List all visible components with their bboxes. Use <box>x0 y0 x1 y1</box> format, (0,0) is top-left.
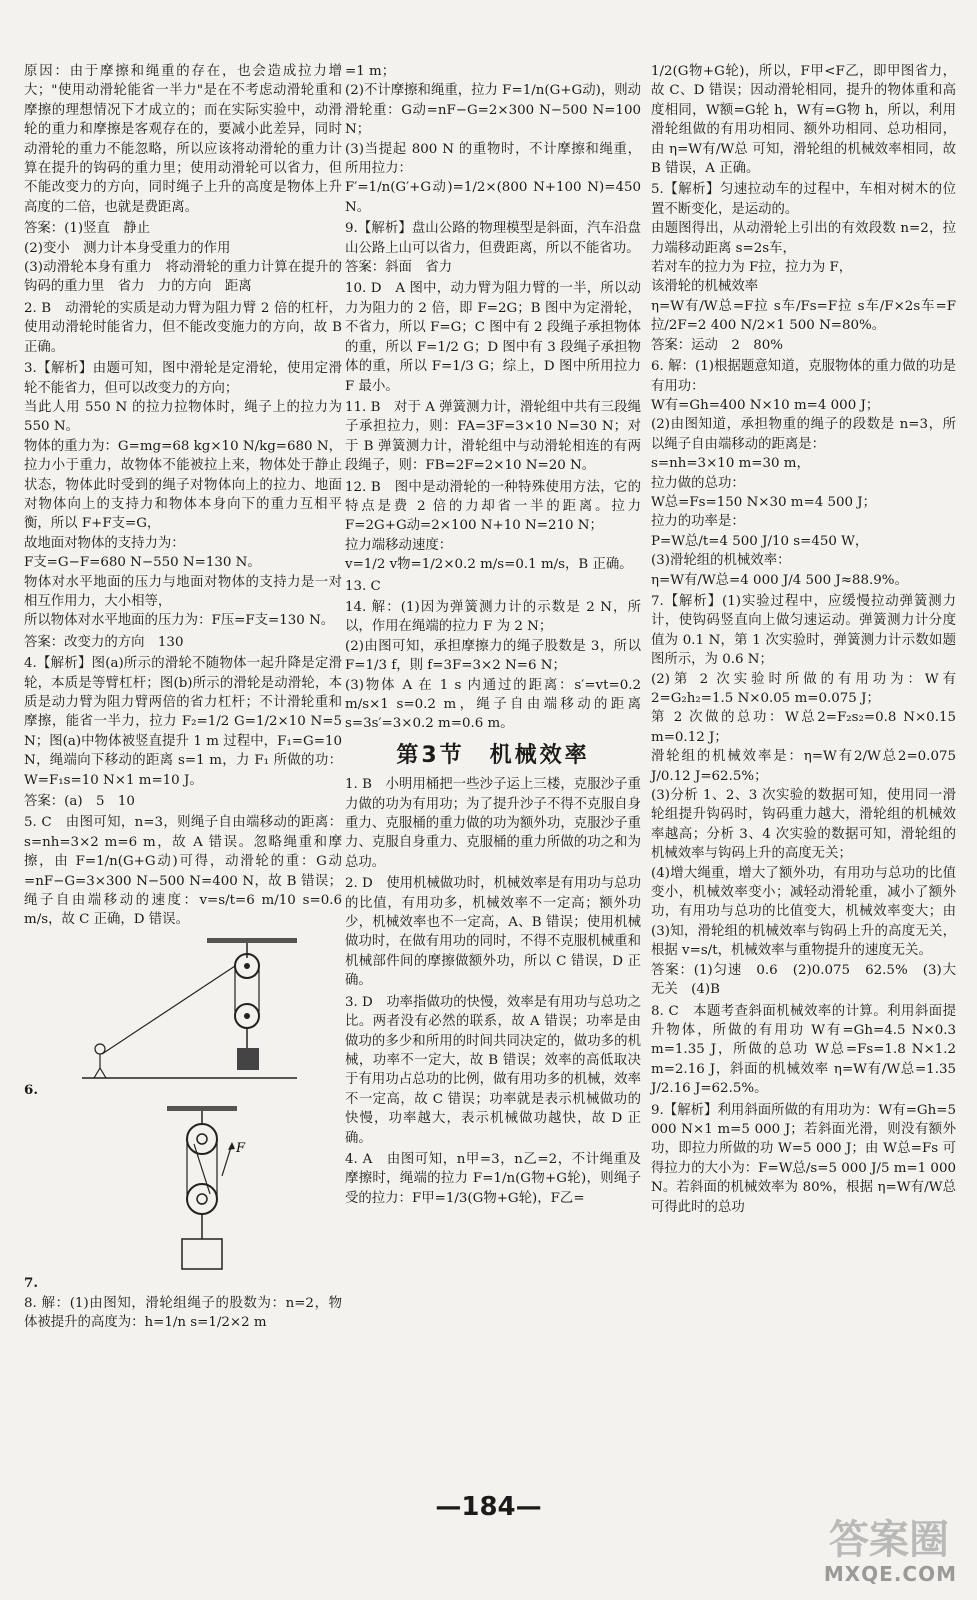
pulley-diagram-7 <box>82 1104 312 1279</box>
answer-block: 3.【解析】由题可知，图中滑轮是定滑轮，使用定滑轮不能省力，但可以改变力的方向； 当此人用 550 N 的拉力拉物体时，绳子上的拉力为 550 N。 物体的重力为：G=mg=68 kg×10 N/kg=680 N，拉力小于重力，故物体不能被拉上来，物体处于静止状态，物体此时受到的绳子对物体向上的拉力、地面对物体向上的支持力和物体本身向下的重力互相平衡，所以 F+F支=G， 故地面对物体的支持力为： F支=G−F=680 N−550 N=130 N。 物体对水平地面的压力与地面对物体的支持力是一对相互作用力，大小相等， 所以物体对水平地面的压力为：F压=F支=130 N。 <box>24 361 342 629</box>
answer-block: 8. 解：(1)由图知，滑轮组绳子的股数为：n=2，物体被提升的高度为：h=1/n s=1/2×2 m <box>24 1295 342 1331</box>
answer-block: 答案：(a) 5 10 <box>24 794 135 810</box>
figure-number: 6. <box>24 1081 38 1098</box>
answer-block: 答案：改变力的方向 130 <box>24 634 184 650</box>
answer-block: =1 m； (2)不计摩擦和绳重，拉力 F=1/n(G+G动)，则动滑轮重：G动=nF−G=2×300 N−500 N=100 N； (3)当提起 800 N 的重物时，不计摩擦和绳重，所用拉力： F′=1/n(G′+G动)=1/2×(800 N+100 N)=450 N。 <box>345 64 641 215</box>
figure-7 <box>24 1100 342 1293</box>
answer-block: 14. 解：(1)因为弹簧测力计的示数是 2 N，所以，作用在绳端的拉力 F 为 2 N； (2)由图可知，承担摩擦力的绳子股数是 3，所以 F=1/3 f，則 f=3F=3×2 N=6 N； (3)物体 A 在 1 s 内通过的距离：s′=vt=0.2 m/s×1 s=0.2 m，绳子自由端移动的距离 s=3s′=3×0.2 m=0.6 m。 <box>345 599 641 732</box>
answer-block: 9.【解析】利用斜面所做的有用功为：W有=Gh=5 000 N×1 m=5 000 J；若斜面光滑，则没有额外功，即拉力所做的功 W=5 000 J；由 W总=Fs 可得拉力的大小为：F=W总/s=5 000 J/5 m=1 000 N。若斜面的机械效率为 80%，根据 η=W有/W总 可得此时的总功 <box>651 1102 961 1215</box>
answer-block: 12. B 图中是动滑轮的一种特殊使用方法，它的特点是费 2 倍的力却省一半的距离。拉力 F=2G+G动=2×100 N+10 N=210 N； 拉力端移动速度： v=1/2 v物=1/2×0.2 m/s=0.1 m/s，B 正确。 <box>345 479 641 573</box>
watermark-url: MXQE.COM <box>823 1562 957 1586</box>
column-middle <box>345 62 646 1210</box>
column-left <box>24 62 347 1335</box>
answer-block: 6. 解：(1)根据题意知道，克服物体的重力做的功是有用功： W有=Gh=400 N×10 m=4 000 J； (2)由图知道，承担物重的绳子的段数是 n=3，所以绳子自由端移动的距离是： s=nh=3×10 m=30 m， 拉力做的总功： W总=Fs=150 N×30 m=4 500 J； 拉力的功率是： P=W总/t=4 500 J/10 s=450 W， (3)滑轮组的机械效率： η=W有/W总=4 000 J/4 500 J≈88.9%。 <box>651 359 956 588</box>
pulley-diagram-6 <box>82 936 312 1086</box>
answer-block: 8. C 本题考查斜面机械效率的计算。利用斜面提升物体，所做的有用功 W有=Gh=4.5 N×0.3 m=1.35 J，所做的总功 W总=Fs=1.8 N×1.2 m=2.16 J，斜面的机械效率 η=W有/W总=1.35 J/2.16 J=62.5%。 <box>651 1003 961 1097</box>
answer-block: 13. C <box>345 578 381 594</box>
answer-block: 2. D 使用机械做功时，机械效率是有用功与总功的比值，有用功多，机械效率不一定高；额外功少，机械效率也不一定高，A、B 错误；使用机械做功时，在做有用功的同时，不得不克服机械重和机械部件间的摩擦做额外功，所以 C 错误，D 正确。 <box>345 876 641 989</box>
figure-6 <box>24 932 342 1100</box>
answer-block: 10. D A 图中，动力臂为阻力臂的一半，所以动力为阻力的 2 倍，即 F=2G；B 图中为定滑轮，不省力，所以 F=G；C 图中有 2 段绳子承担物体的重，所以 F=1/2 G；D 图中有 3 段绳子承担物体的重，所以 F=1/3 G；综上，D 图中所用拉力 F 最小。 <box>345 281 646 394</box>
answer-block: 5.【解析】匀速拉动车的过程中，车相对树木的位置不断变化，是运动的。 由题图得出，从动滑轮上引出的有效段数 n=2，拉力端移动距离 s=2s车， 若对车的拉力为 F拉，拉力为 F， 该滑轮的机械效率 η=W有/W总=F拉 s车/Fs=F拉 s车/F×2s车=F拉/2F=2 400 N/2×1 500 N=80%。 答案：运动 2 80% <box>651 182 956 353</box>
page-number: —184— <box>435 1492 542 1522</box>
answer-block: 11. B 对于 A 弹簧测力计，滑轮组中共有三段绳子承担拉力，则：FA=3F=3×10 N=30 N；对于 B 弹簧测力计，滑轮组中与动滑轮相连的有两段绳子，则：FB=2F=2×10 N=20 N。 <box>345 399 641 474</box>
answer-block: 9.【解析】盘山公路的物理模型是斜面，汽车沿盘山公路上山可以省力，但费距离，所以不能省功。 答案：斜面 省力 <box>345 221 641 276</box>
watermark <box>789 1500 959 1590</box>
figure-number: 7. <box>24 1275 38 1292</box>
answer-block: 2. B 动滑轮的实质是动力臂为阻力臂 2 倍的杠杆，使用动滑轮时能省力，但不能改变施力的方向，故 B 正确。 <box>24 300 347 355</box>
section-title: 第3节 机械效率 <box>396 742 590 768</box>
answer-block: 1. B 小明用桶把一些沙子运上三楼，克服沙子重力做的功为有用功；为了提升沙子不得不克服自身重力、克服桶的重力做的功为额外功，克服沙子重力、克服自身重力、克服桶的重力所做的功之和为总功。 <box>345 777 641 870</box>
column-right <box>651 62 961 1219</box>
answer-block: 4.【解析】图(a)所示的滑轮不随物体一起升降是定滑轮，本质是等臂杠杆；图(b)所示的滑轮是动滑轮，本质是动力臂为阻力臂两倍的省力杠杆；不计滑轮重和摩擦，能省一半力，拉力 F₂=1/2 G=1/2×10 N=5 N；图(a)中物体被竖直提升 1 m 过程中，F₁=G=10 N，绳端向下移动的距离 s=1 m，力 F₁ 所做的功：W=F₁s=10 N×1 m=10 J。 <box>24 656 347 788</box>
answer-block: 7.【解析】(1)实验过程中，应缓慢拉动弹簧测力计，使钩码竖直向上做匀速运动。弹簧测力计分度值为 0.1 N，第 1 次实验时，弹簧测力计示数如题图所示，为 0.6 N； (2)第 2 次实验时所做的有用功为：W有2=G₂h₂=1.5 N×0.05 m=0.075 J； 第 2 次做的总功：W总2=F₂s₂=0.8 N×0.15 m=0.12 J； 滑轮组的机械效率是：η=W有2/W总2=0.075 J/0.12 J=62.5%； (3)分析 1、2、3 次实验的数据可知，使用同一滑轮组提升钩码时，钩码重力越大，滑轮组的机械效率越高；分析 3、4 次实验的数据可知，滑轮组的机械效率与钩码上升的高度无关； (4)增大绳重，增大了额外功，有用功与总功的比值变小，机械效率变小；减轻动滑轮重，减小了额外功，有用功与总功的比值变大，机械效率变大；由(3)知，滑轮组的机械效率与钩码上升的高度无关，根据 v=s/t，机械效率与重物提升的速度无关。 答案：(1)匀速 0.6 (2)0.075 62.5% (3)大 无关 (4)B <box>651 593 956 998</box>
force-label: F <box>236 1141 246 1157</box>
watermark-logo: 答案圈 <box>829 1517 949 1563</box>
answer-block: 4. A 由图可知，n甲=3，n乙=2，不计绳重及摩擦时，绳端的拉力 F=1/n(G物+G轮)，则绳子受的拉力：F甲=1/3(G物+G轮)，F乙= <box>345 1151 641 1206</box>
answer-block: 答案：(1)竖直 静止 (2)变小 测力计本身受重力的作用 (3)动滑轮本身有重力 将动滑轮的重力计算在提升的钩码的重力里 省力 力的方向 距离 <box>24 221 342 295</box>
answer-block: 5. C 由图可知，n=3，则绳子自由端移动的距离：s=nh=3×2 m=6 m，故 A 错误。忽略绳重和摩擦，由 F=1/n(G+G动)可得，动滑轮的重：G动=nF−G=3×300 N−500 N=400 N，故 B 错误；绳子自由端移动的速度：v=s/t=6 m/10 s=0.6 m/s，故 C 正确，D 错误。 <box>24 815 347 928</box>
answer-block: 1/2(G物+G轮)，所以，F甲<F乙，即甲图省力，故 C、D 错误；因动滑轮相同，提升的物体重和高度相同，W额=G轮 h，W有=G物 h，所以，利用滑轮组做的有用功相同、额外功相同、总功相同，由 η=W有/W总 可知，滑轮组的机械效率相同，故 B 错误，A 正确。 <box>651 64 961 177</box>
answer-block: 3. D 功率指做功的快慢，效率是有用功与总功之比。两者没有必然的联系，故 A 错误；功率是由做功的多少和所用的时间共同决定的，做功多的机械，功率不一定大，故 B 错误；效率的高低取决于有用功占总功的比例，做有用功多的机械，效率不一定高，故 C 错误；功率就是表示机械做功的快慢，功率越大，表示机械做功越快，故 D 正确。 <box>345 994 641 1146</box>
answer-block: 原因：由于摩擦和绳重的存在，也会造成拉力增大；"使用动滑轮能省一半力"是在不考虑动滑轮重和摩擦的理想情况下才成立的；而在实际实验中，动滑轮的重力和摩擦是客观存在的，要减小此差异，同时动滑轮的重力不能忽略，所以应该将动滑轮的重力计算在提升的钩码的重力里；使用动滑轮可以省力，但不能改变力的方向，同时绳子上升的高度是物体上升高度的二倍，也就是费距离。 <box>24 64 342 215</box>
